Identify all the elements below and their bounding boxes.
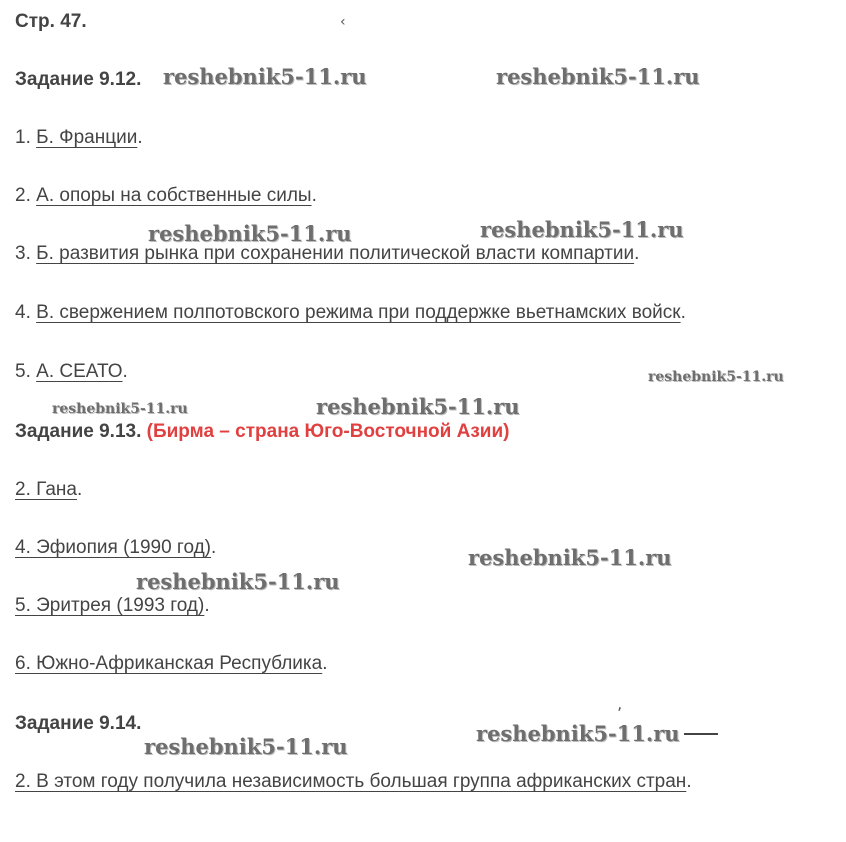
watermark: reshebnik5-11.ru	[496, 64, 700, 89]
task-9-12-answer-4: 4. В. свержением полпотовского режима при поддержке вьетнамских войск.	[15, 302, 686, 323]
task-9-12-answer-3: 3. Б. развития рынка при сохранении политической власти компартии.	[15, 243, 640, 264]
task-9-13-answer-2: 4. Эфиопия (1990 год).	[15, 537, 217, 558]
task-9-13-answer-4: 6. Южно-Африканская Республика.	[15, 653, 328, 674]
watermark: reshebnik5-11.ru	[136, 569, 340, 594]
watermark: reshebnik5-11.ru	[148, 221, 352, 246]
stray-dash	[684, 733, 718, 735]
task-9-12-answer-1: 1. Б. Франции.	[15, 127, 143, 148]
stray-mark: ‹	[340, 14, 346, 30]
task-9-14-heading: Задание 9.14.	[15, 713, 142, 734]
watermark: reshebnik5-11.ru	[476, 721, 680, 746]
watermark: reshebnik5-11.ru	[316, 394, 520, 419]
watermark: reshebnik5-11.ru	[468, 545, 672, 570]
watermark: reshebnik5-11.ru	[648, 369, 784, 385]
page-label: Стр. 47.	[15, 11, 87, 32]
task-9-12-heading: Задание 9.12.	[15, 69, 142, 90]
task-9-14-answer-1: 2. В этом году получила независимость большая группа африканских стран.	[15, 771, 692, 792]
task-9-13-note: (Бирма – страна Юго-Восточной Азии)	[146, 421, 510, 442]
task-9-13-heading-line: Задание 9.13. (Бирма – страна Юго-Восточной Азии)	[15, 421, 510, 442]
watermark: reshebnik5-11.ru	[144, 734, 348, 759]
task-9-12-answer-2: 2. А. опоры на собственные силы.	[15, 185, 317, 206]
watermark: reshebnik5-11.ru	[480, 217, 684, 242]
task-9-12-answer-5: 5. А. СЕАТО.	[15, 361, 128, 382]
task-9-13-answer-3: 5. Эритрея (1993 год).	[15, 595, 210, 616]
stray-mark: ʼ	[617, 704, 623, 723]
watermark: reshebnik5-11.ru	[52, 401, 188, 417]
task-9-13-answer-1: 2. Гана.	[15, 479, 83, 500]
watermark: reshebnik5-11.ru	[163, 64, 367, 89]
